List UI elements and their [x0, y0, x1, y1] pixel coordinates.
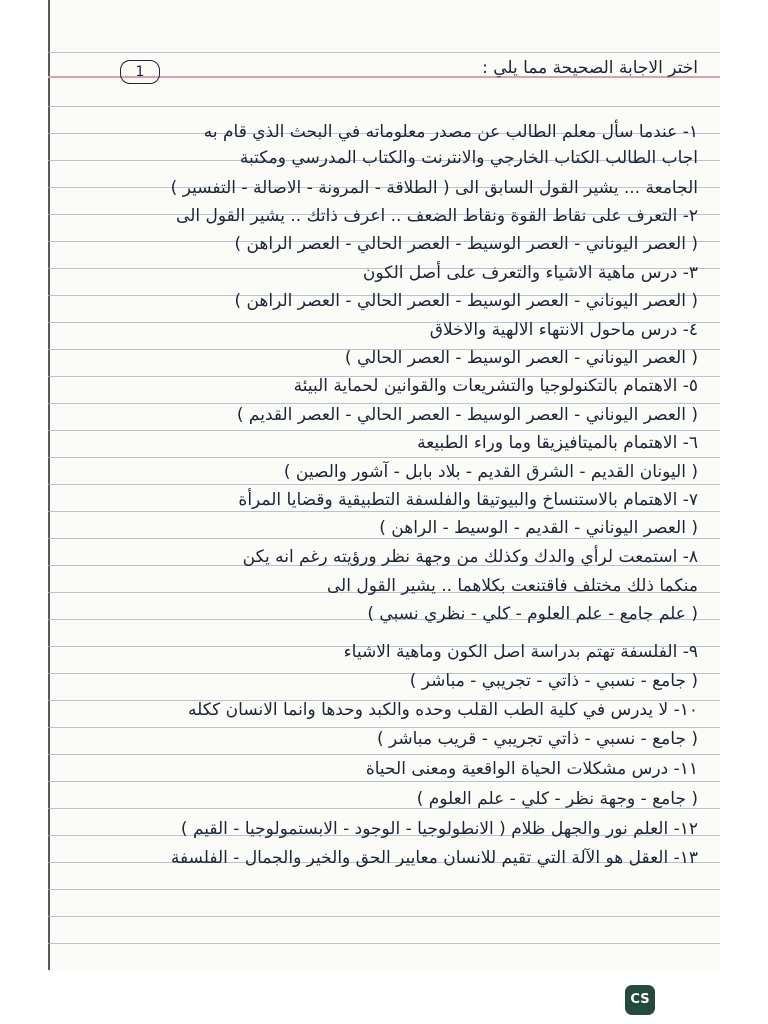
text-line: ( علم جامع - علم العلوم - كلي - نظري نسبي ) — [367, 604, 698, 624]
text-line: ( جامع - وجهة نظر - كلي - علم العلوم ) — [416, 789, 698, 809]
text-line: ( العصر اليوناني - العصر الوسيط - العصر الحالي - العصر الراهن ) — [234, 234, 698, 254]
text-line: ( العصر اليوناني - العصر الوسيط - العصر الحالي - العصر القديم ) — [236, 405, 698, 425]
text-line: اجاب الطالب الكتاب الخارجي والانترنت والكتاب المدرسي ومكتبة — [239, 148, 698, 168]
text-line: ١٣- العقل هو الآلة التي تقيم للانسان معايير الحق والخير والجمال - الفلسفة — [170, 848, 698, 868]
ruled-line — [48, 943, 720, 944]
ruled-line — [48, 52, 720, 53]
text-line: ١٢- العلم نور والجهل ظلام ( الانطولوجيا - الوجود - الابستمولوجيا - القيم ) — [180, 819, 698, 839]
text-line: ٨- استمعت لرأي والدك وكذلك من وجهة نظر ورؤيته رغم انه يكن — [242, 547, 698, 567]
text-line: ( اليونان القديم - الشرق القديم - بلاد بابل - آشور والصين ) — [283, 462, 698, 482]
camscanner-logo: CS — [625, 985, 655, 1015]
text-line: ( العصر اليوناني - العصر الوسيط - العصر الحالي - العصر الراهن ) — [234, 291, 698, 311]
notebook-page — [48, 0, 720, 970]
text-line: ٤- درس ماحول الانتهاء الالهية والاخلاق — [429, 320, 698, 340]
ruled-line — [48, 754, 720, 755]
text-line: ( العصر اليوناني - القديم - الوسيط - الراهن ) — [379, 518, 698, 538]
ruled-line — [48, 889, 720, 890]
text-line: ( جامع - نسبي - ذاتي تجريبي - قريب مباشر ) — [376, 729, 698, 749]
text-line: ٣- درس ماهية الاشياء والتعرف على أصل الكون — [362, 263, 698, 283]
text-line: ٦- الاهتمام بالميتافيزيقا وما وراء الطبيعة — [417, 433, 698, 453]
margin-line — [48, 0, 50, 970]
ruled-line — [48, 916, 720, 917]
ruled-line — [48, 106, 720, 107]
text-line: الجامعة ... يشير القول السابق الى ( الطلاقة - المرونة - الاصالة - التفسير ) — [170, 178, 698, 198]
text-line: ( جامع - نسبي - ذاتي - تجريبي - مباشر ) — [409, 671, 698, 691]
text-line: ١١- درس مشكلات الحياة الواقعية ومعنى الحياة — [365, 759, 698, 779]
text-line: ١- عندما سأل معلم الطالب عن مصدر معلوماته في البحث الذي قام به — [203, 122, 698, 142]
ruled-line — [48, 457, 720, 458]
page-number: 1 — [120, 60, 160, 84]
text-line: ١٠- لا يدرس في كلية الطب القلب وحده والكبد وحدها وانما الانسان ككله — [188, 700, 698, 720]
ruled-line — [48, 781, 720, 782]
text-line: ٢- التعرف على نقاط القوة ونقاط الضعف .. اعرف ذاتك .. يشير القول الى — [176, 206, 698, 226]
text-line: ٧- الاهتمام بالاستنساخ والبيوتيقا والفلسفة التطبيقية وقضايا المرأة — [238, 490, 698, 510]
text-line: ٩- الفلسفة تهتم بدراسة اصل الكون وماهية الاشياء — [343, 642, 698, 662]
text-line: ( العصر اليوناني - العصر الوسيط - العصر الحالي ) — [344, 348, 698, 368]
text-line: منكما ذلك مختلف فاقتنعت بكلاهما .. يشير القول الى — [326, 576, 698, 596]
page-title: اختر الاجابة الصحيحة مما يلي : — [482, 58, 698, 78]
ruled-line — [48, 484, 720, 485]
text-line: ٥- الاهتمام بالتكنولوجيا والتشريعات والقوانين لحماية البيئة — [293, 376, 698, 396]
